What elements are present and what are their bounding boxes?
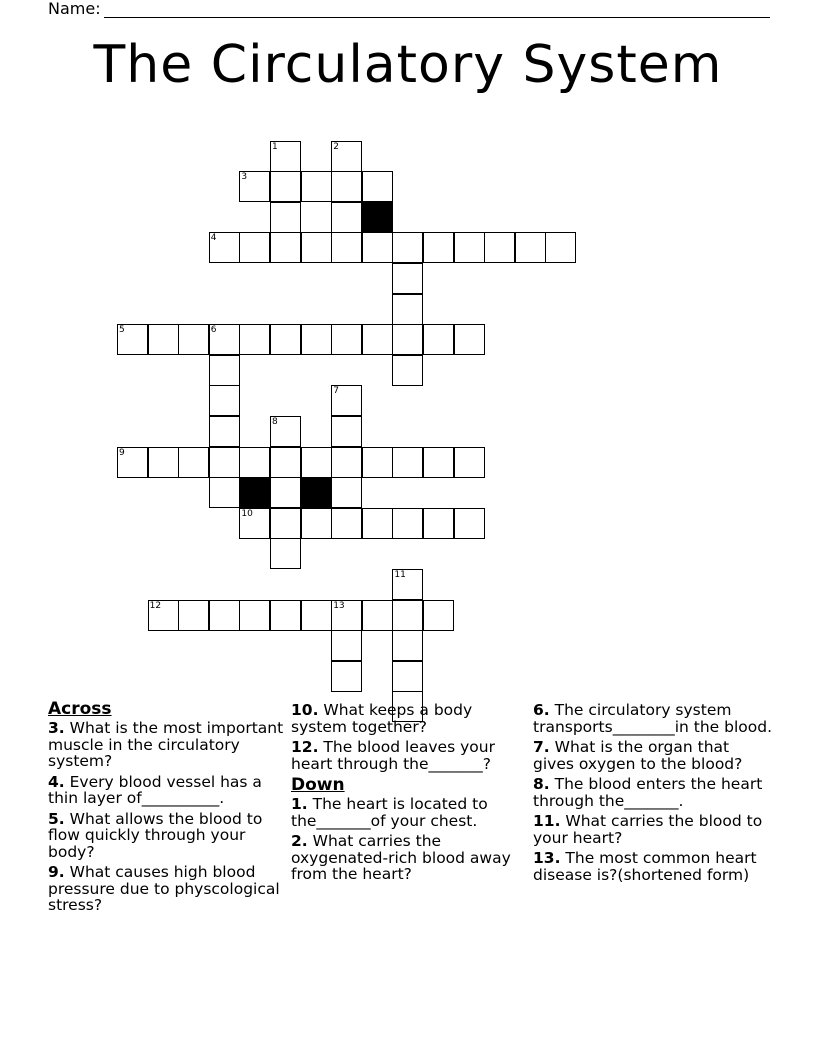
grid-cell[interactable] <box>209 477 240 508</box>
grid-cell[interactable] <box>301 232 332 263</box>
grid-cell[interactable] <box>239 324 270 355</box>
grid-cell[interactable] <box>239 232 270 263</box>
grid-cell-2[interactable] <box>331 141 362 172</box>
clue-number: 8 <box>272 417 278 427</box>
grid-cell-3[interactable] <box>239 171 270 202</box>
grid-cell[interactable] <box>270 447 301 478</box>
name-label: Name: <box>48 0 101 18</box>
grid-cell-10[interactable] <box>239 508 270 539</box>
clue-number: 7 <box>333 386 339 397</box>
down-clue-1: 1. The heart is located to the_______of your chest. <box>291 795 488 830</box>
clue-column-3 <box>533 702 773 887</box>
grid-cell[interactable] <box>270 508 301 539</box>
grid-cell[interactable] <box>454 324 485 355</box>
grid-cell[interactable] <box>362 447 393 478</box>
grid-cell[interactable] <box>178 324 209 355</box>
grid-cell[interactable] <box>270 477 301 508</box>
grid-cell[interactable] <box>423 508 454 539</box>
grid-cell[interactable] <box>331 232 362 263</box>
across-heading: Across <box>48 699 112 719</box>
grid-cell-1[interactable] <box>270 141 301 172</box>
grid-cell[interactable] <box>392 447 423 478</box>
grid-cell[interactable] <box>209 385 240 416</box>
clue-number: 4 <box>210 233 217 244</box>
grid-cell[interactable] <box>331 416 362 447</box>
down-clue-13: 13. The most common heart disease is?(shortened form) <box>533 849 757 884</box>
across-clue-3: 3. What is the most important muscle in the circulatory system? <box>48 719 284 770</box>
grid-cell-9[interactable] <box>117 447 148 478</box>
grid-cell-12[interactable] <box>148 600 179 631</box>
grid-cell[interactable] <box>331 324 362 355</box>
grid-cell[interactable] <box>423 600 454 631</box>
grid-cell[interactable] <box>331 447 362 478</box>
grid-cell[interactable] <box>392 263 423 294</box>
grid-cell[interactable] <box>239 447 270 478</box>
black-square <box>239 477 270 508</box>
grid-cell[interactable] <box>331 477 362 508</box>
grid-cell[interactable] <box>270 600 301 631</box>
grid-cell[interactable] <box>392 294 423 325</box>
grid-cell[interactable] <box>454 508 485 539</box>
grid-cell[interactable] <box>148 447 179 478</box>
grid-cell[interactable] <box>423 232 454 263</box>
grid-cell[interactable] <box>362 232 393 263</box>
clue-number: 6 <box>210 325 217 336</box>
grid-cell[interactable] <box>362 508 393 539</box>
grid-cell[interactable] <box>545 232 576 263</box>
grid-cell[interactable] <box>362 600 393 631</box>
grid-cell-13[interactable] <box>331 600 362 631</box>
clue-number: 3 <box>241 172 248 183</box>
grid-cell-7[interactable] <box>331 385 362 416</box>
across-clue-9: 9. What causes high blood pressure due to physcological stress? <box>48 863 280 914</box>
across-clue-10: 10. What keeps a body system together? <box>291 701 473 736</box>
grid-cell[interactable] <box>301 171 332 202</box>
clue-column-2 <box>291 702 527 887</box>
grid-cell-5[interactable] <box>117 324 148 355</box>
grid-cell[interactable] <box>392 355 423 386</box>
grid-cell[interactable] <box>484 232 515 263</box>
grid-cell[interactable] <box>392 661 423 692</box>
grid-cell[interactable] <box>178 600 209 631</box>
down-clue-8: 8. The blood enters the heart through the_______. <box>533 775 763 810</box>
grid-cell[interactable] <box>515 232 546 263</box>
grid-cell[interactable] <box>423 324 454 355</box>
grid-cell[interactable] <box>301 447 332 478</box>
grid-cell[interactable] <box>301 324 332 355</box>
grid-cell[interactable] <box>331 171 362 202</box>
down-heading: Down <box>291 775 345 795</box>
grid-cell[interactable] <box>331 661 362 692</box>
page-title: The Circulatory System <box>93 35 723 95</box>
clue-number: 9 <box>119 447 125 458</box>
grid-cell[interactable] <box>209 447 240 478</box>
down-clue-6: 6. The circulatory system transports________in the blood. <box>533 701 772 736</box>
grid-cell[interactable] <box>392 630 423 661</box>
grid-cell[interactable] <box>392 508 423 539</box>
clue-number: 12 <box>149 600 162 611</box>
grid-cell[interactable] <box>392 232 423 263</box>
down-clue-7: 7. What is the organ that gives oxygen to the blood? <box>533 738 743 773</box>
down-clue-11: 11. What carries the blood to your heart? <box>533 812 763 847</box>
clue-number: 11 <box>394 570 406 580</box>
grid-cell[interactable] <box>331 202 362 233</box>
clue-number: 2 <box>333 141 339 152</box>
grid-cell[interactable] <box>392 600 423 631</box>
grid-cell[interactable] <box>454 447 485 478</box>
grid-cell[interactable] <box>270 538 301 569</box>
grid-cell[interactable] <box>209 416 240 447</box>
grid-cell[interactable] <box>392 324 423 355</box>
grid-cell[interactable] <box>331 508 362 539</box>
clue-number: 5 <box>119 325 125 336</box>
clue-column-1 <box>48 700 284 918</box>
grid-cell[interactable] <box>209 600 240 631</box>
grid-cell[interactable] <box>209 355 240 386</box>
grid-cell[interactable] <box>270 202 301 233</box>
grid-cell[interactable] <box>270 171 301 202</box>
grid-cell-11[interactable] <box>392 569 423 600</box>
grid-cell[interactable] <box>239 600 270 631</box>
grid-cell[interactable] <box>148 324 179 355</box>
black-square <box>362 202 393 233</box>
grid-cell-4[interactable] <box>209 232 240 263</box>
clue-number: 1 <box>272 141 278 152</box>
grid-cell[interactable] <box>301 508 332 539</box>
across-clue-4: 4. Every blood vessel has a thin layer of__________. <box>48 772 262 807</box>
grid-cell[interactable] <box>270 324 301 355</box>
grid-cell[interactable] <box>178 447 209 478</box>
black-square <box>301 477 332 508</box>
across-clue-12: 12. The blood leaves your heart through the_______? <box>291 738 495 773</box>
grid-cell-6[interactable] <box>209 324 240 355</box>
grid-cell[interactable] <box>454 232 485 263</box>
grid-cell[interactable] <box>270 232 301 263</box>
down-clue-2: 2. What carries the oxygenated-rich blood away from the heart? <box>291 832 511 883</box>
grid-cell[interactable] <box>423 447 454 478</box>
grid-cell[interactable] <box>362 171 393 202</box>
grid-cell[interactable] <box>331 630 362 661</box>
grid-cell[interactable] <box>362 324 393 355</box>
grid-cell-8[interactable] <box>270 416 301 447</box>
across-clue-5: 5. What allows the blood to flow quickly through your body? <box>48 809 263 861</box>
clue-number: 13 <box>333 600 345 611</box>
clue-number: 10 <box>241 508 253 519</box>
grid-cell[interactable] <box>301 600 332 631</box>
